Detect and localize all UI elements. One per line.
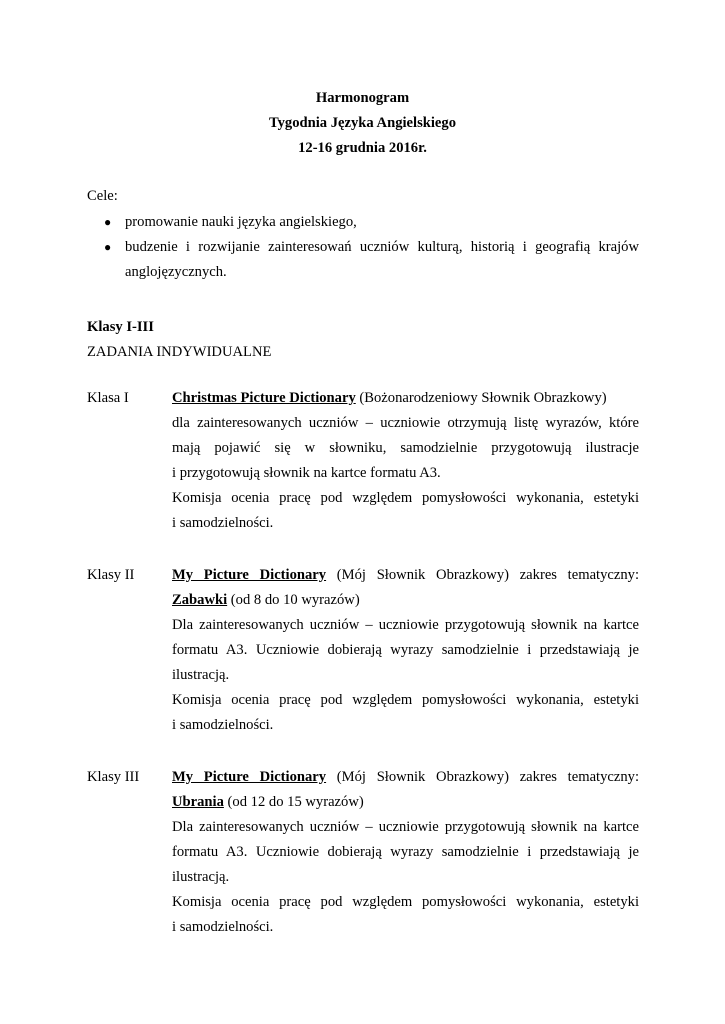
goal-item (87, 235, 639, 285)
bullet-icon: ● (104, 215, 112, 229)
topic: Zabawki (172, 592, 228, 608)
klasa-2-block (87, 563, 639, 738)
klasa-label: Klasy III (87, 769, 140, 785)
klasa-label: Klasa I (87, 390, 129, 406)
description-line: i przygotowują słownik na kartce formatu A3. (172, 465, 441, 481)
klasa-3-block (87, 765, 639, 940)
task-title-line (172, 765, 639, 790)
topic-rest: (od 8 do 10 wyrazów) (227, 592, 360, 608)
task-title: My Picture Dictionary (172, 769, 327, 785)
task-title-rest: (Bożonarodzeniowy Słownik Obrazkowy) (355, 390, 607, 406)
klasa-body (172, 386, 639, 536)
description-line: formatu A3. Uczniowie dobierają wyrazy samodzielnie i przedstawiają je (172, 642, 639, 658)
task-title-line (172, 386, 639, 411)
goal-item (87, 210, 639, 235)
goal-text-continued: anglojęzycznych. (125, 264, 227, 280)
section-heading: Klasy I-III (87, 319, 154, 335)
description-line: Dla zainteresowanych uczniów – uczniowie przygotowują słownik na kartce (172, 617, 639, 633)
task-title-rest: (Mój Słownik Obrazkowy) zakres tematyczny: (326, 769, 639, 785)
task-title-line (172, 563, 639, 588)
evaluation-line: i samodzielności. (172, 919, 274, 935)
title-line-3: 12-16 grudnia 2016r. (298, 140, 427, 156)
bullet-icon: ● (104, 240, 112, 254)
task-title-rest: (Mój Słownik Obrazkowy) zakres tematyczny: (326, 567, 639, 583)
title-line-2: Tygodnia Języka Angielskiego (268, 115, 457, 131)
evaluation-line: Komisja ocenia pracę pod względem pomysłowości wykonania, estetyki (172, 894, 639, 910)
description-line: mają pojawić się w słowniku, samodzielnie przygotowują ilustracje (172, 440, 639, 456)
topic-rest: (od 12 do 15 wyrazów) (223, 794, 364, 810)
klasa-body (172, 765, 639, 940)
klasa-1-block (87, 386, 639, 536)
topic: Ubrania (172, 794, 224, 810)
task-title: Christmas Picture Dictionary (172, 390, 356, 406)
evaluation-line: Komisja ocenia pracę pod względem pomysłowości wykonania, estetyki (172, 692, 639, 708)
task-title: My Picture Dictionary (172, 567, 327, 583)
klasa-label: Klasy II (87, 567, 135, 583)
goal-text: budzenie i rozwijanie zainteresowań uczniów kulturą, historią i geografią krajów (125, 239, 639, 255)
document-title (0, 86, 725, 161)
evaluation-line: Komisja ocenia pracę pod względem pomysłowości wykonania, estetyki (172, 490, 639, 506)
goal-text: promowanie nauki języka angielskiego, (125, 214, 357, 230)
description-line: ilustracją. (172, 667, 230, 683)
description-line: Dla zainteresowanych uczniów – uczniowie przygotowują słownik na kartce (172, 819, 639, 835)
topic-line (172, 790, 639, 815)
title-line-1: Harmonogram (315, 90, 410, 106)
goals-label: Cele: (87, 188, 118, 204)
klasa-body (172, 563, 639, 738)
topic-line (172, 588, 639, 613)
description-line: ilustracją. (172, 869, 230, 885)
evaluation-line: i samodzielności. (172, 515, 274, 531)
goals-list (87, 210, 639, 285)
description-line: dla zainteresowanych uczniów – uczniowie otrzymują listę wyrazów, które (172, 415, 639, 431)
description-line: formatu A3. Uczniowie dobierają wyrazy samodzielnie i przedstawiają je (172, 844, 639, 860)
section-subheading: ZADANIA INDYWIDUALNE (87, 344, 272, 360)
evaluation-line: i samodzielności. (172, 717, 274, 733)
